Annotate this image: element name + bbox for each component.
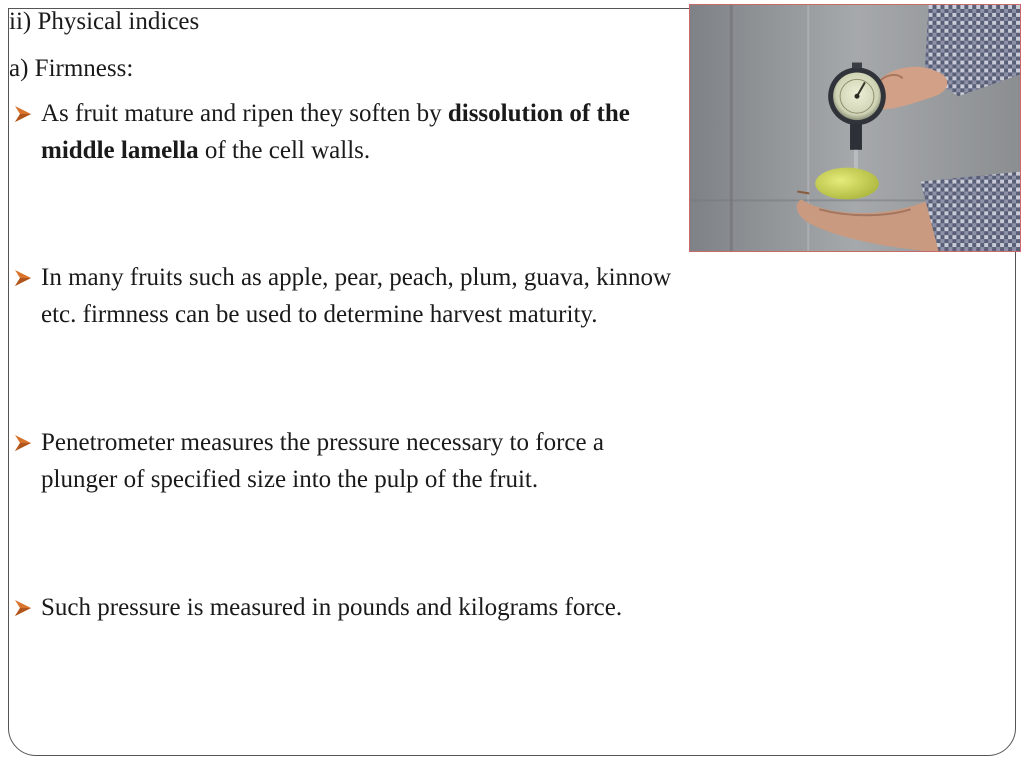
bullet-text	[41, 95, 674, 169]
bullet-text: Such pressure is measured in pounds and kilograms force.	[41, 594, 623, 621]
bullet-text: Penetrometer measures the pressure necessary to force a plunger of specified size into the pulp of the fruit.	[41, 429, 604, 493]
bullet-item	[14, 259, 674, 333]
bullet-item	[14, 95, 674, 169]
arrowhead-bullet-icon	[14, 105, 32, 123]
penetrometer-illustration	[690, 5, 1020, 251]
arrowhead-bullet-icon	[14, 599, 32, 617]
bullet-item	[14, 424, 674, 498]
bullet-item	[14, 589, 674, 626]
bullet-text-lead: As fruit mature and ripen they soften by	[41, 100, 448, 127]
section-heading: ii) Physical indices	[9, 8, 200, 35]
subsection-heading: a) Firmness:	[9, 55, 134, 82]
penetrometer-photo	[689, 4, 1021, 252]
arrowhead-bullet-icon	[14, 434, 32, 452]
bullet-text-bold: dissolution of the middle lamella	[41, 100, 630, 164]
bullet-text: In many fruits such as apple, pear, peach, plum, guava, kinnow etc. firmness can be used to determine harvest maturity.	[41, 264, 672, 328]
arrowhead-bullet-icon	[14, 269, 32, 287]
bullet-text-tail: of the cell walls.	[198, 137, 371, 164]
